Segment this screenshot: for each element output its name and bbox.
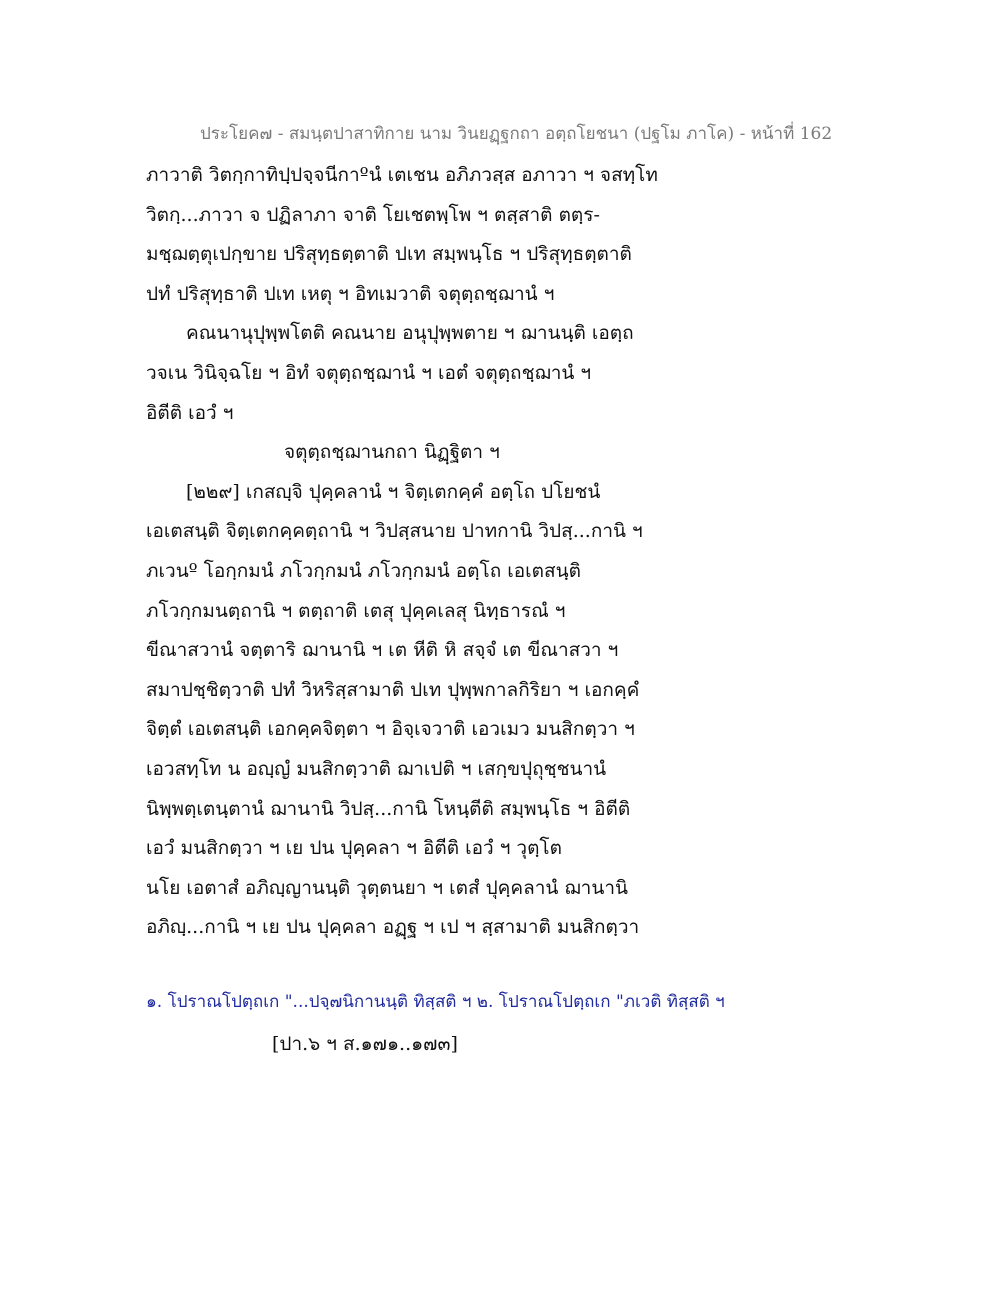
text-line: นโย เอตาสํ อภิญฺญานนฺติ วุตฺตนยา ฯ เตสํ ปุคฺคลานํ ฌานานิ	[146, 876, 628, 899]
body-text	[146, 156, 866, 948]
text-line: ภเวนº โอกฺกมนํ ภโวกฺกมนํ ภโวกฺกมนํ อตฺโถ เอเตสนฺติ	[146, 559, 581, 582]
text-line: เอวสทฺโท น อญฺญํ มนสิกตฺวาติ ฌาเปติ ฯ เสกฺขปุถุชฺชนานํ	[146, 757, 607, 780]
page-header: ประโยค๗ - สมนฺตปาสาทิกาย นาม วินยฏฺฐกถา อตฺถโยชนา (ปฐโม ภาโค) - หน้าที่ 162	[200, 124, 833, 144]
text-line: ภาวาติ วิตกฺกาทิปฺปจฺจนีกาºนํ เตเชน อภิภวสฺส อภาวา ฯ จสทฺโท	[146, 164, 658, 186]
text-line: มชฺฌตฺตุเปกฺขาย ปริสุทฺธตฺตาติ ปเท สมฺพนฺโธ ฯ ปริสุทฺธตฺตาติ	[146, 243, 632, 266]
page-reference: [ปา.๖ ฯ ส.๑๗๑..๑๗๓]	[272, 1033, 458, 1055]
text-line: สมาปชฺชิตฺวาติ ปทํ วิหริสฺสามาติ ปเท ปุพฺพกาลกิริยา ฯ เอกคฺคํ	[146, 678, 640, 701]
text-line: วิตกฺ...ภาวา จ ปฏิลาภา จาติ โยเชตพฺโพ ฯ ตสฺสาติ ตตฺร-	[146, 203, 600, 226]
text-line: เอเตสนฺติ จิตฺเตกคฺคตฺถานิ ฯ วิปสฺสนาย ปาทกานิ วิปสฺ...กานิ ฯ	[146, 520, 643, 543]
text-line: เอวํ มนสิกตฺวา ฯ เย ปน ปุคฺคลา ฯ อิตีติ เอวํ ฯ วุตฺโต	[146, 837, 562, 860]
text-line: อภิญฺ...กานิ ฯ เย ปน ปุคฺคลา อฏฺฐ ฯ เป ฯ สฺสามาติ มนสิกตฺวา	[146, 916, 640, 939]
text-line: วจเน วินิจฺฉโย ฯ อิทํ จตุตฺถชฺฌานํ ฯ เอตํ จตุตฺถชฺฌานํ ฯ	[146, 361, 592, 384]
text-line: [๒๒๙] เกสญฺจิ ปุคฺคลานํ ฯ จิตฺเตกคฺคํ อตฺโถ ปโยชนํ	[186, 480, 601, 503]
text-line: นิพฺพตฺเตนฺตานํ ฌานานิ วิปสฺ...กานิ โหนฺตีติ สมฺพนฺโธ ฯ อิตีติ	[146, 797, 631, 820]
text-line: จิตฺตํ เอเตสนฺติ เอกคฺคจิตฺตา ฯ อิจฺเจวาติ เอวเมว มนสิกตฺวา ฯ	[146, 718, 635, 741]
text-line: คณนานุปุพฺพโตติ คณนาย อนุปุพฺพตาย ฯ ฌานนฺติ เอตฺถ	[186, 322, 634, 345]
footnote: ๑. โปราณโปตฺถเก "...ปจฺ๗นิกานนฺติ ทิสฺสติ ฯ ๒. โปราณโปตฺถเก "ภเวติ ทิสฺสติ ฯ	[146, 992, 725, 1012]
text-line: ภโวกฺกมนตฺถานิ ฯ ตตฺถาติ เตสุ ปุคฺคเลสุ นิทฺธารณํ ฯ	[146, 599, 566, 622]
text-line: ปทํ ปริสุทฺธาติ ปเท เหตุ ฯ อิทเมวาติ จตุตฺถชฺฌานํ ฯ	[146, 282, 555, 305]
section-end-title: จตุตฺถชฺฌานกถา นิฏฺฐิตา ฯ	[284, 441, 500, 464]
text-line: ขีณาสวานํ จตฺตาริ ฌานานิ ฯ เต หีติ หิ สจฺจํ เต ขีณาสวา ฯ	[146, 639, 619, 662]
text-line: อิตีติ เอวํ ฯ	[146, 401, 234, 424]
